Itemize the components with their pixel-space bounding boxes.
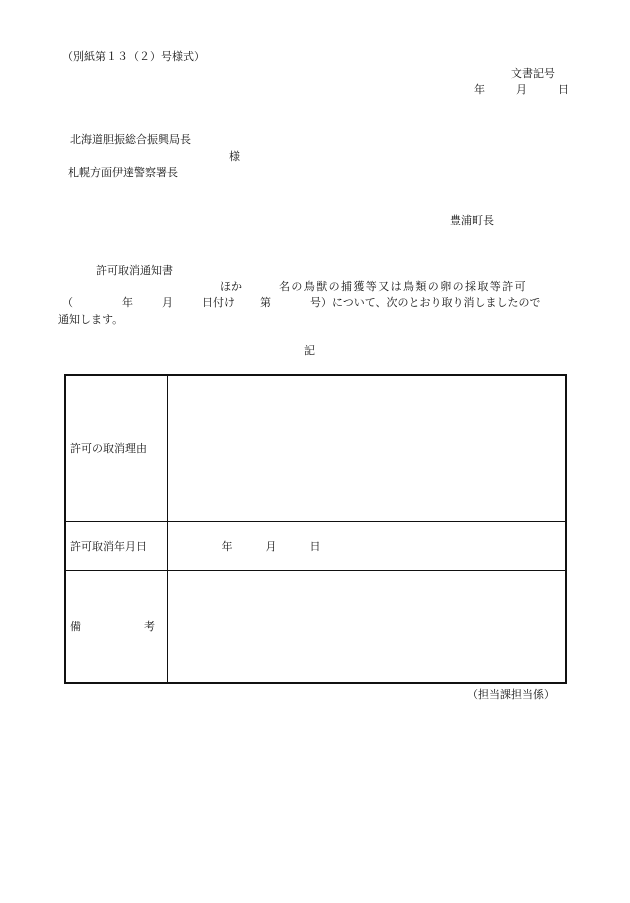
revocation-date-year: 年	[221, 539, 233, 553]
addressee-line-1: 北海道胆振総合振興局長	[70, 133, 191, 146]
remarks-row	[65, 570, 566, 683]
date-month: 月	[516, 83, 527, 96]
reason-row	[65, 375, 566, 521]
body-month: 月	[162, 296, 173, 309]
sender-name: 豊浦町長	[450, 214, 494, 227]
body-day: 日付け	[202, 296, 235, 309]
body-hoka: ほか	[220, 280, 242, 293]
date-day: 日	[558, 83, 569, 96]
revocation-date-day: 日	[309, 539, 321, 553]
body-line-2	[62, 296, 541, 310]
remarks-label-2: 考	[144, 620, 155, 634]
footer-department: （担当課担当係）	[467, 688, 555, 701]
revocation-date-month: 月	[265, 539, 277, 553]
document-title: 許可取消通知書	[96, 264, 173, 277]
reason-label: 許可の取消理由	[65, 375, 168, 521]
remarks-value[interactable]	[168, 570, 567, 683]
body-dai: 第	[260, 296, 271, 309]
body-line-1	[220, 280, 527, 294]
revocation-date-value[interactable]	[168, 521, 567, 570]
body-line-3: 通知します。	[58, 313, 124, 326]
addressee-honorific: 様	[229, 150, 240, 163]
revocation-date-label: 許可取消年月日	[65, 521, 168, 570]
form-number: （別紙第１３（２）号様式）	[62, 50, 205, 63]
date-year: 年	[474, 83, 485, 96]
body-line-1-text: 名の鳥獣の捕獲等又は鳥類の卵の採取等許可	[279, 280, 527, 293]
body-open-paren: （	[62, 296, 73, 309]
reason-value[interactable]	[168, 375, 567, 521]
body-year: 年	[122, 296, 133, 309]
revocation-table	[64, 374, 567, 684]
remarks-label	[65, 570, 168, 683]
body-line-2-text: 号）について、次のとおり取り消しましたので	[310, 296, 541, 309]
date-line	[474, 83, 569, 97]
ki-heading: 記	[304, 344, 315, 357]
document-reference-label: 文書記号	[511, 67, 555, 80]
date-row	[65, 521, 566, 570]
remarks-label-1: 備	[70, 620, 81, 634]
addressee-line-2: 札幌方面伊達警察署長	[68, 166, 178, 179]
